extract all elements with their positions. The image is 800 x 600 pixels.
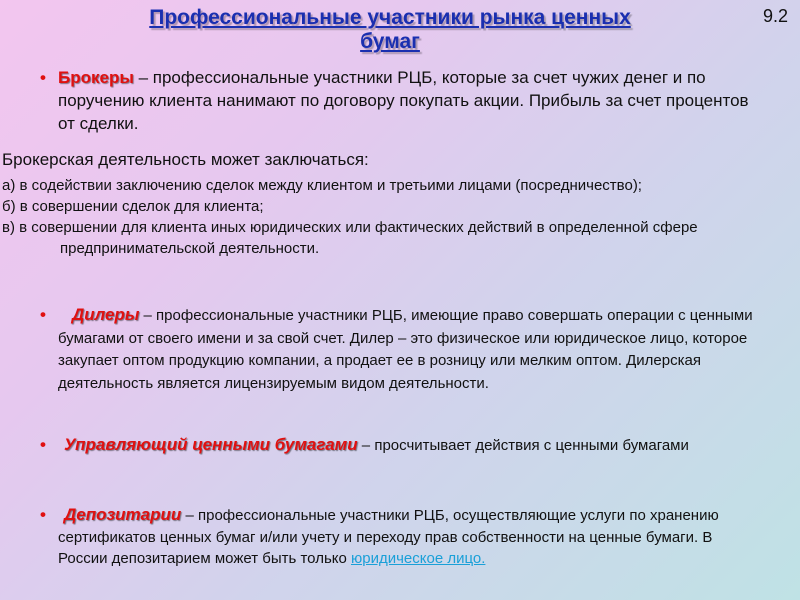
bullet-icon: • [40, 435, 46, 454]
managers-term: Управляющий ценными бумагами [64, 435, 358, 454]
list-item: б) в совершении сделок для клиента; [2, 198, 264, 215]
managers-text: – просчитывает действия с ценными бумагами [357, 437, 689, 454]
depositories-term: Депозитарии [64, 505, 182, 524]
list-item: в) в совершении для клиента иных юридических или фактических действий в определенной сфере предпринимательской деятельности. [2, 219, 698, 257]
legal-entity-link[interactable]: юридическое лицо. [351, 550, 486, 567]
bullet-icon: • [40, 68, 46, 87]
slide-title: Профессиональные участники рынка ценных бумаг [149, 6, 631, 53]
dealers-text: – профессиональные участники РЦБ, имеющие право совершать операции с ценными бумагами от своего имени и за свой счет. Дилер – это физическое или юридическое лицо, которое закупает оптом продукцию компании, а продает ее в розницу или мелким оптом. Дилерская деятельность является лицензируемым видом деятельности. [58, 307, 753, 392]
managers-paragraph [0, 434, 800, 457]
brokers-paragraph [0, 66, 800, 135]
brokers-text: – профессиональные участники РЦБ, которые за счет чужих денег и по поручению клиента нанимают по договору покупать акции. Прибыль за счет процентов от сделки. [58, 68, 754, 133]
depositories-text: – профессиональные участники РЦБ, осуществляющие услуги по хранению сертификатов ценных бумаг и/или учету и переходу прав собственности на ценные бумаги. В России депозитарием может быть только [58, 507, 719, 567]
list-item: а) в содействии заключению сделок между клиентом и третьими лицами (посредничество); [2, 177, 642, 194]
bullet-icon: • [40, 505, 46, 524]
depositories-paragraph [0, 504, 800, 570]
bullet-icon: • [40, 305, 46, 324]
brokerage-heading: Брокерская деятельность может заключаться: [2, 150, 369, 169]
slide-number: 9.2 [762, 6, 788, 26]
dealers-paragraph [0, 304, 800, 395]
brokers-term: Брокеры [58, 68, 134, 87]
brokerage-list [2, 175, 782, 259]
dealers-term: Дилеры [72, 305, 140, 324]
